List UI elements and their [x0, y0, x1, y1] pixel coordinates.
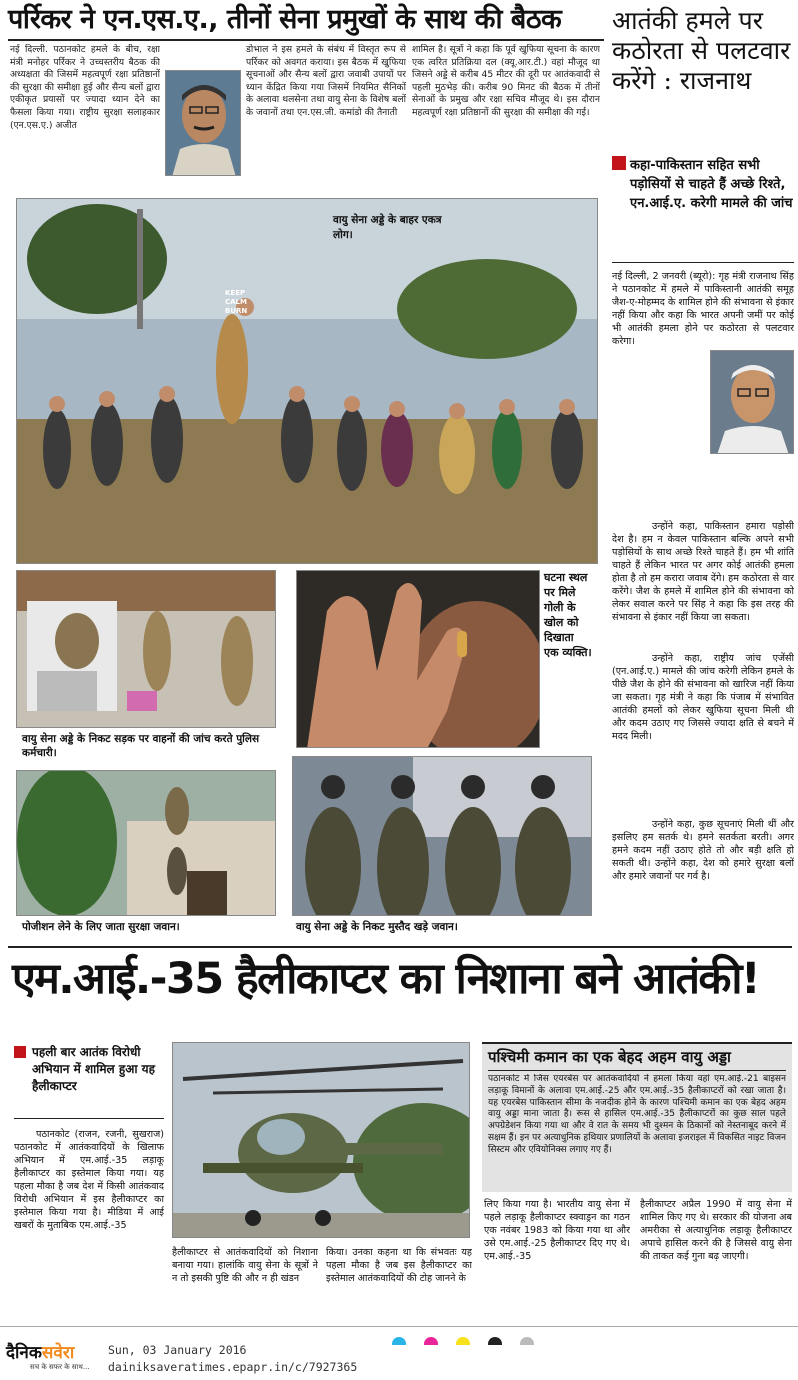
- footer-url[interactable]: dainiksaveratimes.epapr.in/c/7927365: [108, 1360, 358, 1374]
- rajnath-para4: उन्होंने कहा, कुछ सूचनाएं मिली थीं और इसलिए हम सतर्क थे। हमने सतर्कता बरती। अगर हमने कदम नहीं उठाए होते तो और बड़ी क्षति हो सकती थी। उन्होंने कहा, देश को हमारे सुरक्षा बलों और हमारे जवानों पर गर्व है।: [612, 819, 794, 882]
- airbase-head: पश्चिमी कमान का एक बेहद अहम वायु अड्डा: [488, 1048, 731, 1066]
- rajnath-para1: नई दिल्ली, 2 जनवरी (ब्यूरो): गृह मंत्री राजनाथ सिंह ने पठानकोट में हमले में पाकिस्तानी आतंकी समूह जैश-ए-मोहम्मद के शामिल होने की संभावना से इंकार नहीं किया और कहा कि भारत अपनी जमीं पर कोई भी आतंकी हमला होने पर कठोरता से पलटवार करेगा।: [612, 271, 794, 347]
- crowd-caption: वायु सेना अड्डे के बाहर एकत्र लोग।: [333, 214, 442, 241]
- subhead-marker-icon: [612, 156, 626, 170]
- crowd-scene-icon: [17, 199, 598, 564]
- rajnath-para3: उन्होंने कहा, राष्ट्रीय जांच एजेंसी (एन.आई.ए.) मामले की जांच करेगी लेकिन हमले के पीछे जैश के होने की संभावना को खारिज नहीं किया जा सकता। गृह मंत्री ने कहा कि पंजाब में संभावित आतंकी हमलों को लेकर खुफिया सूचना मिली थी और कदम उठाए गए जिससे ज्यादा क्षति से बचने में मदद मिली।: [612, 653, 794, 742]
- police-photo: [16, 570, 276, 728]
- mi35-left-head-text: पहली बार आतंक विरोधी अभियान में शामिल हुआ यह हैलीकाप्टर: [32, 1045, 155, 1093]
- rajnath-subhead: [612, 156, 794, 266]
- logo-tagline: सच के सफर के साथ...: [30, 1363, 90, 1371]
- police-scene-icon: [17, 571, 276, 728]
- helicopter-photo: [172, 1042, 470, 1238]
- soldiers-photo: [292, 756, 592, 916]
- newspaper-logo: [6, 1340, 102, 1376]
- mi35-headline: एम.आई.-35 हैलीकाप्टर का निशाना बने आतंकी!: [12, 954, 759, 1004]
- top-article-col1: नई दिल्ली. पठानकोट हमले के बीच, रक्षा मंत्री मनोहर पर्रिकर ने उच्चस्तरीय बैठक की अध्यक्षता की जिसमें महत्वपूर्ण रक्षा प्रतिष्ठानों की सुरक्षा की समीक्षा हुई और सैन्य बलों द्वारा एकीकृत प्रयासों पर ज्यादा ध्यान देने का फैसला किया गया। राष्ट्रीय सुरक्षा सलाहकार (एन.एस.ए.) अजीत: [10, 44, 160, 131]
- mi35-mid1: हैलीकाप्टर से आतंकवादियों को निशाना बनाया गया। हालांकि वायु सेना के सूत्रों ने न तो इसकी पुष्टि की और न ही खंडन: [172, 1247, 318, 1284]
- jawan-photo: [16, 770, 276, 916]
- airbase-box: [482, 1042, 792, 1192]
- mi35-right-col1: लिए किया गया है। भारतीय वायु सेना में पहले लड़ाकू हैलीकाप्टर स्क्वाड्रन का गठन एक नवंबर 1983 को किया गया था और उसे एम.आई.-25 हैलीकाप्टर दिए गए थे। एम.आई.-35: [484, 1199, 630, 1262]
- crowd-shirt-text: KEEP CALM BURN: [225, 289, 248, 315]
- soldiers-scene-icon: [293, 757, 592, 916]
- top-article-col2: डोभाल ने इस हमले के संबंध में विस्तृत रूप से पर्रिकर को अवगत कराया। इस बैठक में खुफिया सूचनाओं और सैन्य बलों द्वारा जवाबी उपायों पर ध्यान केंद्रित किया गया जिसमें नियमित सैनिकों के अलावा थलसेना तथा वायु सेना के विशेष बलों के जवानों तथा एन.एस.जी. कमांडो की तैनाती: [246, 44, 406, 118]
- rajnath-para2: उन्होंने कहा, पाकिस्तान हमारा पड़ोसी देश है। हम न केवल पाकिस्तान बल्कि अपने सभी पड़ोसियों के साथ अच्छे रिश्ते चाहते हैं। हम भी शांति चाहते हैं लेकिन भारत पर अगर कोई आतंकी हमला होता है तो हम करारा जवाब देंगे। हम कठोरता से वार करेंगे। जैश के हमले में शामिल होने की संभावना को लेकर सवाल करने पर सिंह ने कहा कि इस तरह की संभावना से इंकार नहीं किया जा सकता।: [612, 521, 794, 623]
- parrikar-photo: [165, 70, 241, 176]
- subhead-rule: [612, 262, 794, 263]
- logo-accent: सवेरा: [41, 1343, 75, 1363]
- logo-main: दैनिक: [6, 1343, 42, 1363]
- top-headline: पर्रिकर ने एन.एस.ए., तीनों सेना प्रमुखों के साथ की बैठक: [8, 4, 562, 35]
- mi35-left-text: पठानकोट (राजन, रजनी, सुखराज) पठानकोट में आतंकवादियों के खिलाफ अभियान में एम.आई.-35 लड़ाकू हैलीकाप्टर का इस्तेमाल किया गया। यह पहला मौका है जब देश में किसी आतंकवाद विरोधी अभियान में इस हैलीकाप्टर का इस्तेमाल किया गया है। मीडिया में आई खबरों के मुताबिक एम.आई.-35: [14, 1129, 164, 1231]
- bullet-hand-icon: [297, 571, 540, 748]
- rajnath-headline: आतंकी हमले पर कठोरता से पलटवार करेंगे : राजनाथ: [612, 6, 791, 95]
- bullet-caption: घटना स्थल पर मिले गोली के खोल को दिखाता एक व्यक्ति।: [544, 571, 592, 659]
- rajnath-photo: [710, 350, 794, 454]
- jawan-caption: पोजीशन लेने के लिए जाता सुरक्षा जवान।: [18, 918, 274, 936]
- mi35-right-col2: हैलीकाप्टर अप्रैल 1990 में वायु सेना में शामिल किए गए थे। सरकार की योजना अब अमरीका से अत्याधुनिक लड़ाकू हैलीकाप्टर अपाचे हासिल करने की है जिससे वायु सेना की ताकत कई गुना बढ़ जाएगी।: [640, 1199, 792, 1262]
- helicopter-icon: [173, 1043, 470, 1238]
- footer-date: Sun, 03 January 2016: [108, 1343, 247, 1357]
- police-caption: वायु सेना अड्डे के निकट सड़क पर वाहनों की जांच करते पुलिस कर्मचारी।: [18, 730, 274, 764]
- rajnath-para1-a: [612, 270, 794, 350]
- rajnath-subhead-text: कहा-पाकिस्तान सहित सभी पड़ोसियों से चाहते हैं अच्छे रिश्ते, एन.आई.ए. करेगी मामले की जांच: [630, 158, 793, 211]
- left-head-marker-icon: [14, 1046, 26, 1058]
- jawan-scene-icon: [17, 771, 276, 916]
- mi35-left-head: [14, 1044, 164, 1116]
- footer-rule: [0, 1326, 798, 1327]
- mi35-mid2: किया। उनका कहना था कि संभवतः यह पहला मौका है जब इस हैलीकाप्टर का इस्तेमाल आतंकवादियों की टोह जानने के: [326, 1247, 472, 1284]
- print-registration-marks: [392, 1330, 592, 1340]
- headline-rule: [8, 39, 604, 41]
- bullet-photo: [296, 570, 540, 748]
- top-article-col3: शामिल है। सूत्रों ने कहा कि पूर्व खुफिया सूचना के कारण एक त्वरित प्रतिक्रिया दल (क्यू.आर.टी.) वहां मौजूद था जिसने अड्डे से करीब 45 मीटर की दूरी पर आतंकवादी से पहली मुठभेड़ की। करीब 90 मिनट की बैठक में तीनों सेनाओं के प्रमुख और रक्षा सचिव मौजूद थे। इस दौरान महत्वपूर्ण रक्षा प्रतिष्ठानों की सुरक्षा की समीक्षा की गई।: [412, 44, 600, 118]
- parrikar-portrait-icon: [166, 71, 241, 176]
- airbase-head-rule: [488, 1070, 786, 1071]
- section-rule: [8, 946, 792, 948]
- left-head-rule: [14, 1118, 164, 1119]
- crowd-photo: [16, 198, 598, 564]
- soldiers-caption: वायु सेना अड्डे के निकट मुस्तैद खड़े जवान।: [292, 918, 592, 936]
- rajnath-portrait-icon: [711, 351, 794, 454]
- airbase-text: पठानकोट में जिस एयरबेस पर आतंकवादियों ने हमला किया वहां एम.आई.-21 बाइसन लड़ाकू विमानों के अलावा एम.आई.-25 और एम.आई.-35 हैलीकाप्टरों को रखा जाता है। यह एयरबेस पाकिस्तान सीमा के नजदीक होने के कारण पश्चिमी कमान का एक बेहद अहम वायु अड्डा माना जाता है। रूस से हासिल एम.आई.-35 हैलीकाप्टरों का कुछ साल पहले अपग्रेडेशन किया गया था और वे रात के समय भी दुश्मन के ठिकानों को नेस्तनाबूद करने में सक्षम हैं। इन पर अत्याधुनिक हथियार प्रणालियों के अलावा इजराइल में विकसित नाइट विजन सिस्टम और एवियोनिक्स लगाए गए हैं।: [488, 1074, 786, 1155]
